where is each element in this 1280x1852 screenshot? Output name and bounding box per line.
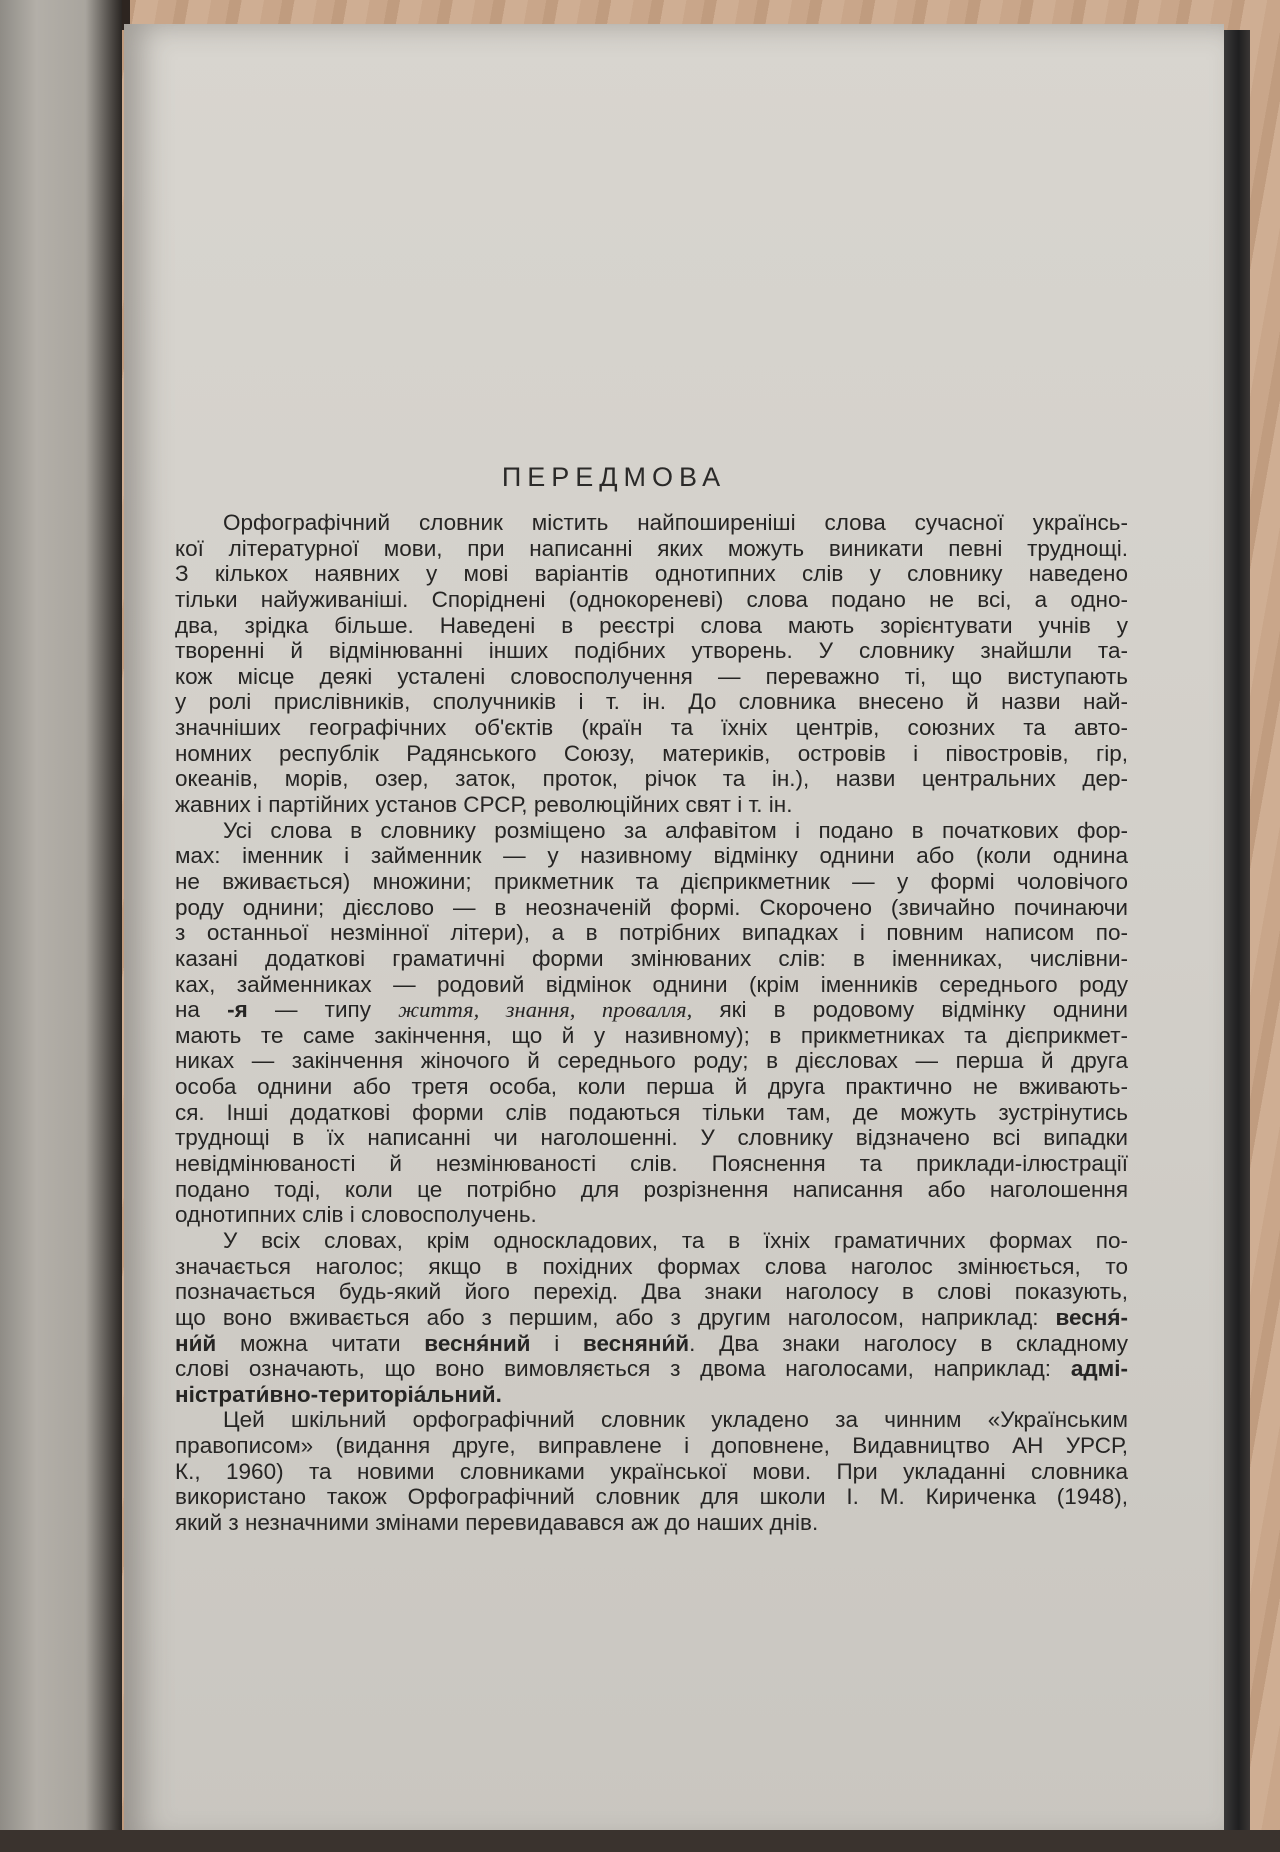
text-line: не вживається) множини; прикметник та дієприкметник — у формі чоловічого [175, 868, 1128, 894]
text-line: особа однини або третя особа, коли перша й друга практично не вживають- [175, 1074, 1128, 1100]
italic-text: життя, знання, провалля, [398, 997, 693, 1023]
text-line: мають те саме закінчення, що й у називному); в прикметниках та дієприкмет- [175, 1022, 1128, 1048]
text-line: никах — закінчення жіночого й середнього роду; в дієсловах — перша й друга [175, 1048, 1128, 1074]
text-line: труднощі в їх написанні чи наголошенні. У словнику відзначено всі випадки [175, 1125, 1128, 1151]
text-segment: які в родовому відмінку однини [692, 997, 1129, 1023]
text-line: кої літературної мови, при написанні яких можуть виникати певні труднощі. [175, 535, 1128, 561]
left-book-page [0, 0, 122, 1852]
bold-text: весня́ний [424, 1330, 531, 1356]
text-line: який з незначними змінами перевидавався аж до наших днів. [175, 1509, 819, 1535]
text-line: ся. Інші додаткові форми слів подаються тільки там, де можуть зустрінутись [175, 1099, 1128, 1125]
text-segment: що воно вживається або з першим, або з другим наголосом, наприклад: [175, 1304, 1056, 1330]
text-line: значається наголос; якщо в похідних формах слова наголос змінюється, то [175, 1253, 1128, 1279]
text-line: У всіх словах, крім односкладових, та в їхніх граматичних формах по- [223, 1227, 1128, 1253]
text-line: однотипних слів і словосполучень. [175, 1202, 537, 1228]
bold-text: весняни́й [582, 1330, 690, 1356]
text-line [175, 1331, 1128, 1357]
text-line: використано також Орфографічний словник для школи І. М. Кириченка (1948), [175, 1484, 1128, 1510]
text-line: Орфографічний словник містить найпоширеніші слова сучасної українсь- [223, 510, 1128, 535]
text-line: у ролі прислівників, сполучників і т. ін. До словника внесено й назви най- [175, 689, 1128, 715]
text-line: творенні й відмінюванні інших подібних утворень. У словнику знайшли та- [175, 638, 1128, 664]
bold-text: -я [227, 997, 248, 1023]
text-line: жавних і партійних установ СРСР, революційних свят і т. ін. [175, 792, 793, 818]
text-line: правописом» (видання друге, виправлене і доповнене, Видавництво АН УРСР, [175, 1433, 1128, 1459]
text-line: роду однини; дієслово — в неозначеній формі. Скорочено (звичайно починаючи [175, 894, 1128, 920]
text-line: невідмінюваності й незмінюваності слів. Пояснення та приклади-ілюстрації [175, 1151, 1128, 1177]
text-segment: слові означають, що воно вимовляється з двома наголосами, наприклад: [175, 1356, 1071, 1382]
text-segment: . Два знаки наголосу в складному [689, 1330, 1128, 1356]
text-line: два, зрідка більше. Наведені в реєстрі слова мають зорієнтувати учнів у [175, 612, 1128, 638]
text-line [175, 1382, 1128, 1408]
text-segment: на [175, 997, 228, 1023]
text-line: з останньої незмінної літери), а в потрібних випадках і повним написом по- [175, 920, 1128, 946]
text-segment: і [530, 1330, 583, 1356]
bottom-shadow [0, 1830, 1280, 1852]
text-line: кож місце деякі усталені словосполучення — переважно ті, що виступають [175, 663, 1128, 689]
text-line [175, 1356, 1128, 1382]
text-line: значніших географічних об'єктів (країн та їхніх центрів, союзних та авто- [175, 715, 1128, 741]
text-line: ках, займенниках — родовий відмінок однини (крім іменників середнього роду [175, 971, 1128, 997]
bold-text: ни́й [175, 1330, 217, 1356]
text-line: номних республік Радянського Союзу, материків, островів і півостровів, гір, [175, 740, 1128, 766]
bold-text: весня́- [1055, 1304, 1128, 1330]
text-line: подано тоді, коли це потрібно для розрізнення написання або наголошення [175, 1176, 1128, 1202]
text-segment: можна читати [216, 1330, 425, 1356]
text-line: позначається будь-який його перехід. Два знаки наголосу в слові показують, [175, 1279, 1128, 1305]
bold-text: адмі- [1070, 1356, 1128, 1382]
text-line: З кількох наявних у мові варіантів однотипних слів у словнику наведено [175, 561, 1128, 587]
text-line: океанів, морів, озер, заток, проток, річок та ін.), назви центральних дер- [175, 766, 1128, 792]
text-segment: — типу [247, 997, 399, 1023]
text-line: тільки найуживаніші. Споріднені (однокореневі) слова подано не всі, а одно- [175, 586, 1128, 612]
page-title: ПЕРЕДМОВА [501, 462, 727, 492]
bold-text: ністрати́вно-територіа́льний. [175, 1381, 502, 1407]
text-line: Усі слова в словнику розміщено за алфавітом і подано в початкових фор- [223, 817, 1128, 843]
text-line: мах: іменник і займенник — у називному відмінку однини або (коли однина [175, 843, 1128, 869]
text-line: казані додаткові граматичні форми змінюваних слів: в іменниках, числівни- [175, 945, 1128, 971]
text-line [175, 997, 1128, 1023]
text-line [175, 1305, 1128, 1331]
text-line: Цей шкільний орфографічний словник укладено за чинним «Українським [223, 1407, 1128, 1433]
text-line: К., 1960) та новими словниками української мови. При укладанні словника [175, 1458, 1128, 1484]
preface-text [175, 510, 1128, 1536]
